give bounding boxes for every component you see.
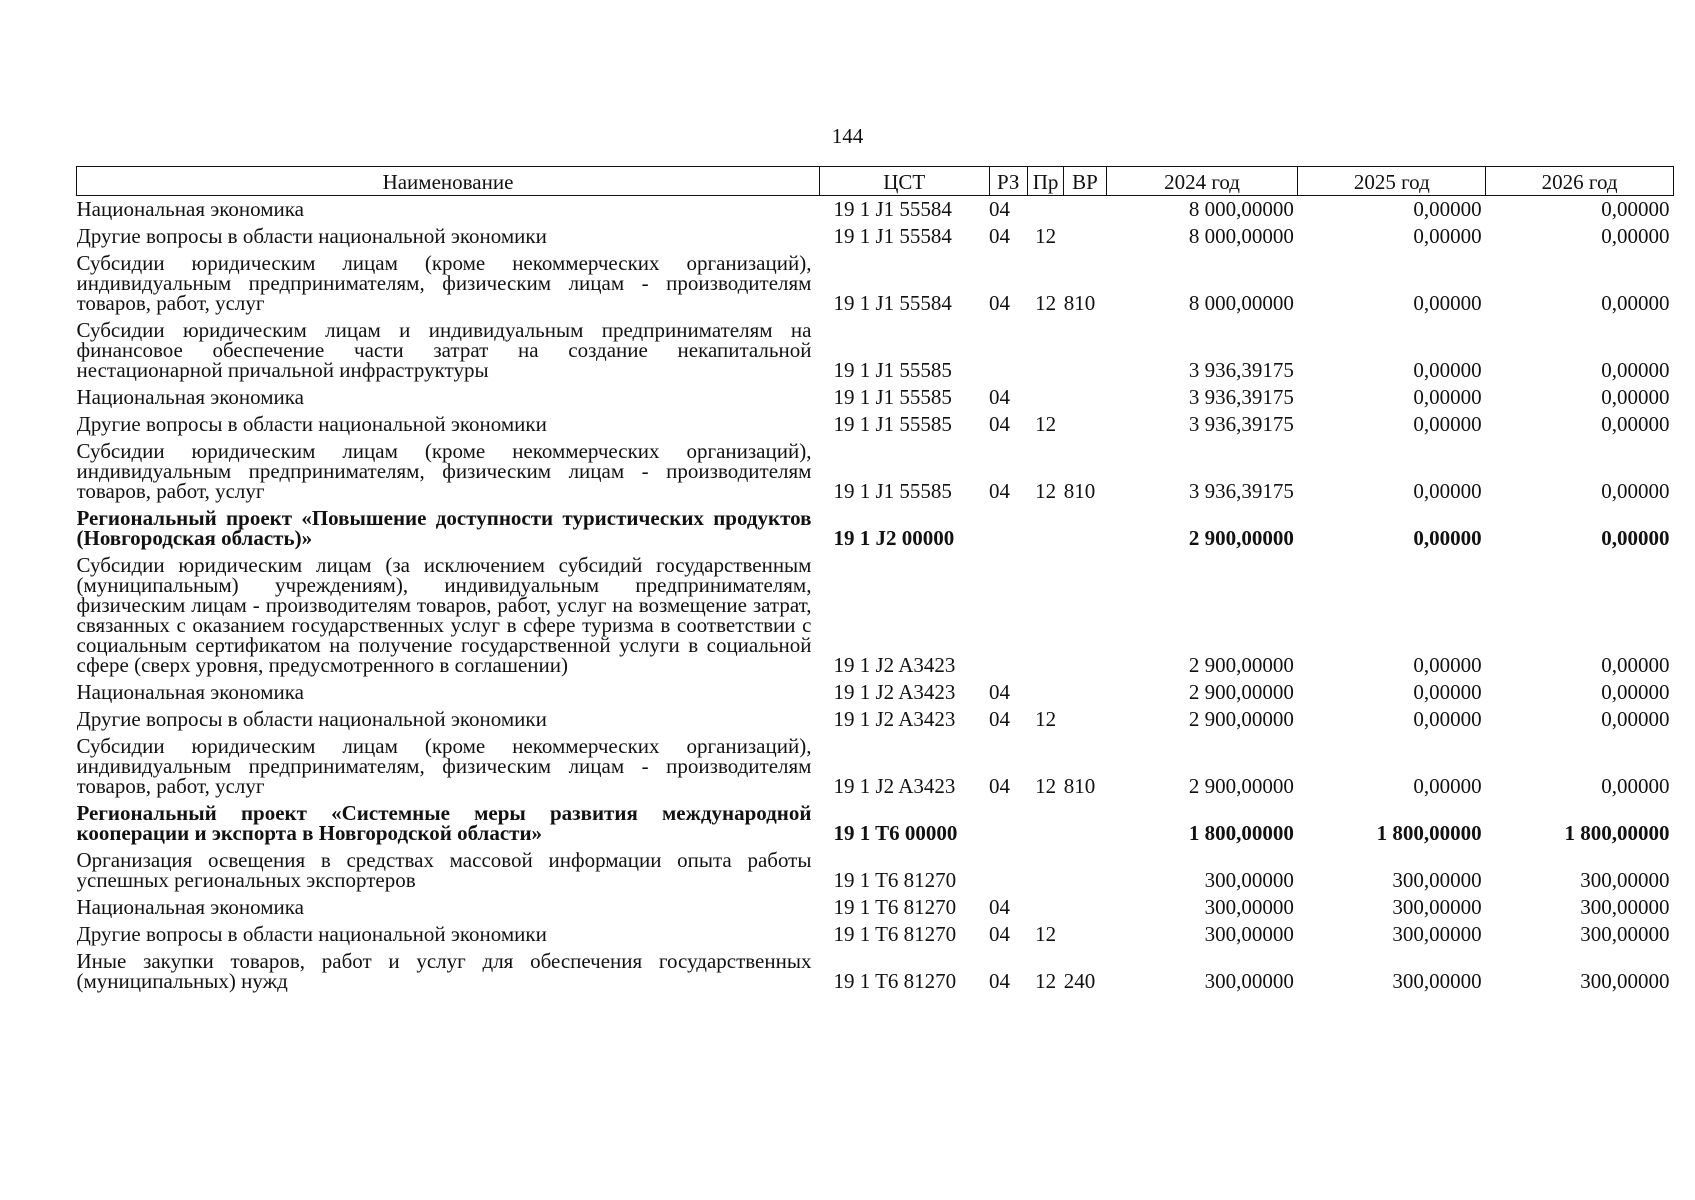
row-2025-cell: 0,00000 (1413, 707, 1482, 731)
row-pr-cell (1027, 679, 1063, 706)
row-name-cell: Национальная экономика (76, 385, 304, 409)
row-vr-cell (1064, 679, 1106, 706)
row-pr-cell (1027, 552, 1063, 679)
row-rz-cell: 04 (989, 197, 1011, 221)
table-row (77, 847, 1674, 894)
row-vr-cell (1064, 411, 1106, 438)
row-2025-cell: 1 800,00000 (1376, 821, 1482, 845)
row-rz-cell (989, 800, 1027, 847)
row-name-cell: Иные закупки товаров, работ и услуг для обеспечения государственных (муниципальных) нужд (76, 949, 812, 993)
row-vr-cell (1064, 894, 1106, 921)
row-vr-cell (1064, 196, 1106, 224)
row-rz-cell: 04 (989, 895, 1011, 919)
table-header-row (77, 167, 1674, 196)
row-2024-cell: 300,00000 (1204, 895, 1294, 919)
column-header-cst: ЦСТ (819, 167, 989, 196)
row-vr-cell: 810 (1063, 774, 1096, 798)
row-2025-cell: 0,00000 (1413, 385, 1482, 409)
column-header-2024: 2024 год (1106, 167, 1298, 196)
row-rz-cell: 04 (989, 774, 1011, 798)
row-2026-cell: 0,00000 (1601, 385, 1670, 409)
column-header-name: Наименование (77, 167, 820, 196)
row-vr-cell (1064, 317, 1106, 384)
row-2025-cell: 0,00000 (1413, 653, 1482, 677)
row-pr-cell: 12 (1035, 774, 1057, 798)
row-pr-cell: 12 (1035, 224, 1057, 248)
row-cst-cell: 19 1 J2 A3423 (833, 653, 956, 677)
row-vr-cell (1064, 706, 1106, 733)
row-pr-cell: 12 (1035, 479, 1057, 503)
row-rz-cell: 04 (989, 969, 1011, 993)
table-row (77, 679, 1674, 706)
row-2025-cell: 300,00000 (1392, 969, 1482, 993)
row-cst-cell: 19 1 J1 55585 (833, 412, 952, 436)
row-cst-cell: 19 1 J1 55585 (833, 385, 952, 409)
row-2026-cell: 0,00000 (1601, 526, 1670, 550)
table-row (77, 223, 1674, 250)
row-2024-cell: 2 900,00000 (1188, 526, 1294, 550)
row-2025-cell: 300,00000 (1392, 895, 1482, 919)
column-header-pr: Пр (1027, 167, 1063, 196)
row-vr-cell (1064, 800, 1106, 847)
row-name-cell: Региональный проект «Системные меры развития международной кооперации и экспорта в Новгородской области» (76, 801, 812, 845)
row-2026-cell: 300,00000 (1580, 969, 1670, 993)
row-2026-cell: 1 800,00000 (1564, 821, 1670, 845)
row-vr-cell: 810 (1063, 291, 1096, 315)
row-name-cell: Субсидии юридическим лицам (кроме некоммерческих организаций), индивидуальным предпринимателям, физическим лицам - производителям товаров, работ, услуг (76, 439, 812, 503)
row-vr-cell (1064, 505, 1106, 552)
row-name-cell: Другие вопросы в области национальной экономики (76, 922, 547, 946)
row-2026-cell: 300,00000 (1580, 895, 1670, 919)
table-row (77, 438, 1674, 505)
row-2026-cell: 300,00000 (1580, 868, 1670, 892)
column-header-2025: 2025 год (1298, 167, 1486, 196)
row-2024-cell: 1 800,00000 (1188, 821, 1294, 845)
row-2026-cell: 0,00000 (1601, 479, 1670, 503)
row-2025-cell: 0,00000 (1413, 479, 1482, 503)
row-cst-cell: 19 1 J2 A3423 (833, 707, 956, 731)
table-row (77, 505, 1674, 552)
row-2026-cell: 0,00000 (1601, 358, 1670, 382)
row-2025-cell: 300,00000 (1392, 868, 1482, 892)
table-row (77, 250, 1674, 317)
table-row (77, 196, 1674, 224)
row-2026-cell: 0,00000 (1601, 291, 1670, 315)
row-vr-cell (1064, 552, 1106, 679)
page-number: 144 (831, 124, 864, 148)
row-vr-cell (1064, 384, 1106, 411)
row-rz-cell (989, 317, 1027, 384)
row-cst-cell: 19 1 T6 81270 (833, 969, 957, 993)
row-rz-cell: 04 (989, 385, 1011, 409)
row-pr-cell (1027, 196, 1063, 224)
row-pr-cell: 12 (1035, 922, 1057, 946)
table-row (77, 384, 1674, 411)
table-body (77, 196, 1674, 996)
row-pr-cell (1027, 317, 1063, 384)
row-2024-cell: 3 936,39175 (1188, 412, 1294, 436)
row-vr-cell (1064, 921, 1106, 948)
row-rz-cell: 04 (989, 291, 1011, 315)
row-rz-cell: 04 (989, 412, 1011, 436)
budget-table (76, 166, 1674, 995)
row-2024-cell: 3 936,39175 (1188, 385, 1294, 409)
row-cst-cell: 19 1 J1 55584 (833, 291, 952, 315)
row-2024-cell: 300,00000 (1204, 868, 1294, 892)
row-cst-cell: 19 1 J1 55585 (833, 479, 952, 503)
row-pr-cell: 12 (1035, 291, 1057, 315)
row-cst-cell: 19 1 J1 55584 (833, 197, 952, 221)
row-2024-cell: 2 900,00000 (1188, 653, 1294, 677)
row-name-cell: Другие вопросы в области национальной экономики (76, 412, 547, 436)
row-name-cell: Национальная экономика (76, 197, 304, 221)
row-2024-cell: 8 000,00000 (1188, 291, 1294, 315)
row-2024-cell: 3 936,39175 (1188, 358, 1294, 382)
row-2025-cell: 0,00000 (1413, 224, 1482, 248)
row-2024-cell: 3 936,39175 (1188, 479, 1294, 503)
row-2026-cell: 0,00000 (1601, 774, 1670, 798)
row-vr-cell (1064, 223, 1106, 250)
row-2024-cell: 300,00000 (1204, 922, 1294, 946)
row-pr-cell (1027, 384, 1063, 411)
row-2025-cell: 0,00000 (1413, 680, 1482, 704)
row-rz-cell: 04 (989, 922, 1011, 946)
row-rz-cell: 04 (989, 707, 1011, 731)
row-name-cell: Субсидии юридическим лицам и индивидуальным предпринимателям на финансовое обеспечение части затрат на создание некапитальной нестационарной причальной инфраструктуры (76, 318, 812, 382)
table-row (77, 800, 1674, 847)
row-pr-cell (1027, 894, 1063, 921)
row-rz-cell: 04 (989, 224, 1011, 248)
row-cst-cell: 19 1 J1 55585 (833, 358, 952, 382)
row-pr-cell (1027, 800, 1063, 847)
row-cst-cell: 19 1 T6 00000 (833, 821, 958, 845)
row-2024-cell: 8 000,00000 (1188, 224, 1294, 248)
row-2024-cell: 300,00000 (1204, 969, 1294, 993)
row-2026-cell: 0,00000 (1601, 680, 1670, 704)
row-rz-cell: 04 (989, 479, 1011, 503)
row-2025-cell: 0,00000 (1413, 774, 1482, 798)
row-2026-cell: 0,00000 (1601, 653, 1670, 677)
table-row (77, 921, 1674, 948)
row-cst-cell: 19 1 T6 81270 (833, 895, 957, 919)
row-2024-cell: 2 900,00000 (1188, 774, 1294, 798)
row-name-cell: Региональный проект «Повышение доступности туристических продуктов (Новгородская область)» (76, 506, 812, 550)
table-row (77, 733, 1674, 800)
table-row (77, 411, 1674, 438)
row-pr-cell: 12 (1035, 707, 1057, 731)
row-2026-cell: 0,00000 (1601, 412, 1670, 436)
row-cst-cell: 19 1 T6 81270 (833, 868, 957, 892)
row-2024-cell: 2 900,00000 (1188, 707, 1294, 731)
row-vr-cell: 240 (1063, 969, 1096, 993)
row-2025-cell: 0,00000 (1413, 358, 1482, 382)
row-cst-cell: 19 1 J1 55584 (833, 224, 952, 248)
row-pr-cell (1027, 505, 1063, 552)
row-name-cell: Национальная экономика (76, 895, 304, 919)
row-rz-cell (989, 552, 1027, 679)
row-2024-cell: 8 000,00000 (1188, 197, 1294, 221)
row-vr-cell (1064, 847, 1106, 894)
row-rz-cell (989, 505, 1027, 552)
column-header-rz: РЗ (989, 167, 1027, 196)
row-cst-cell: 19 1 J2 00000 (833, 526, 955, 550)
row-2026-cell: 0,00000 (1601, 197, 1670, 221)
table-row (77, 317, 1674, 384)
row-2025-cell: 0,00000 (1413, 526, 1482, 550)
row-cst-cell: 19 1 J2 A3423 (833, 680, 956, 704)
row-rz-cell: 04 (989, 680, 1011, 704)
row-name-cell: Другие вопросы в области национальной экономики (76, 224, 547, 248)
table-row (77, 894, 1674, 921)
column-header-2026: 2026 год (1486, 167, 1674, 196)
row-name-cell: Организация освещения в средствах массовой информации опыта работы успешных региональных экспортеров (76, 848, 812, 892)
row-name-cell: Национальная экономика (76, 680, 304, 704)
row-pr-cell: 12 (1035, 969, 1057, 993)
row-2026-cell: 0,00000 (1601, 707, 1670, 731)
row-cst-cell: 19 1 T6 81270 (833, 922, 957, 946)
row-2025-cell: 300,00000 (1392, 922, 1482, 946)
row-2025-cell: 0,00000 (1413, 197, 1482, 221)
column-header-vr: ВР (1064, 167, 1106, 196)
row-pr-cell (1027, 847, 1063, 894)
table-row (77, 948, 1674, 995)
row-2025-cell: 0,00000 (1413, 291, 1482, 315)
row-name-cell: Другие вопросы в области национальной экономики (76, 707, 547, 731)
row-cst-cell: 19 1 J2 A3423 (833, 774, 956, 798)
table-row (77, 706, 1674, 733)
row-rz-cell (989, 847, 1027, 894)
row-2026-cell: 300,00000 (1580, 922, 1670, 946)
row-name-cell: Субсидии юридическим лицам (кроме некоммерческих организаций), индивидуальным предпринимателям, физическим лицам - производителям товаров, работ, услуг (76, 251, 812, 315)
row-pr-cell: 12 (1035, 412, 1057, 436)
row-vr-cell: 810 (1063, 479, 1096, 503)
row-name-cell: Субсидии юридическим лицам (за исключением субсидий государственным (муниципальным) учреждениям), индивидуальным предпринимателям, физическим лицам - производителям товаров, работ, услуг на возмещение затрат, связанных с оказанием государственных услуг в сфере туризма в соответствии с социальным сертификатом на получение государственной услуги в социальной сфере (сверх уровня, предусмотренного в соглашении) (76, 553, 812, 677)
row-2025-cell: 0,00000 (1413, 412, 1482, 436)
row-2024-cell: 2 900,00000 (1188, 680, 1294, 704)
table-row (77, 552, 1674, 679)
row-name-cell: Субсидии юридическим лицам (кроме некоммерческих организаций), индивидуальным предпринимателям, физическим лицам - производителям товаров, работ, услуг (76, 734, 812, 798)
row-2026-cell: 0,00000 (1601, 224, 1670, 248)
